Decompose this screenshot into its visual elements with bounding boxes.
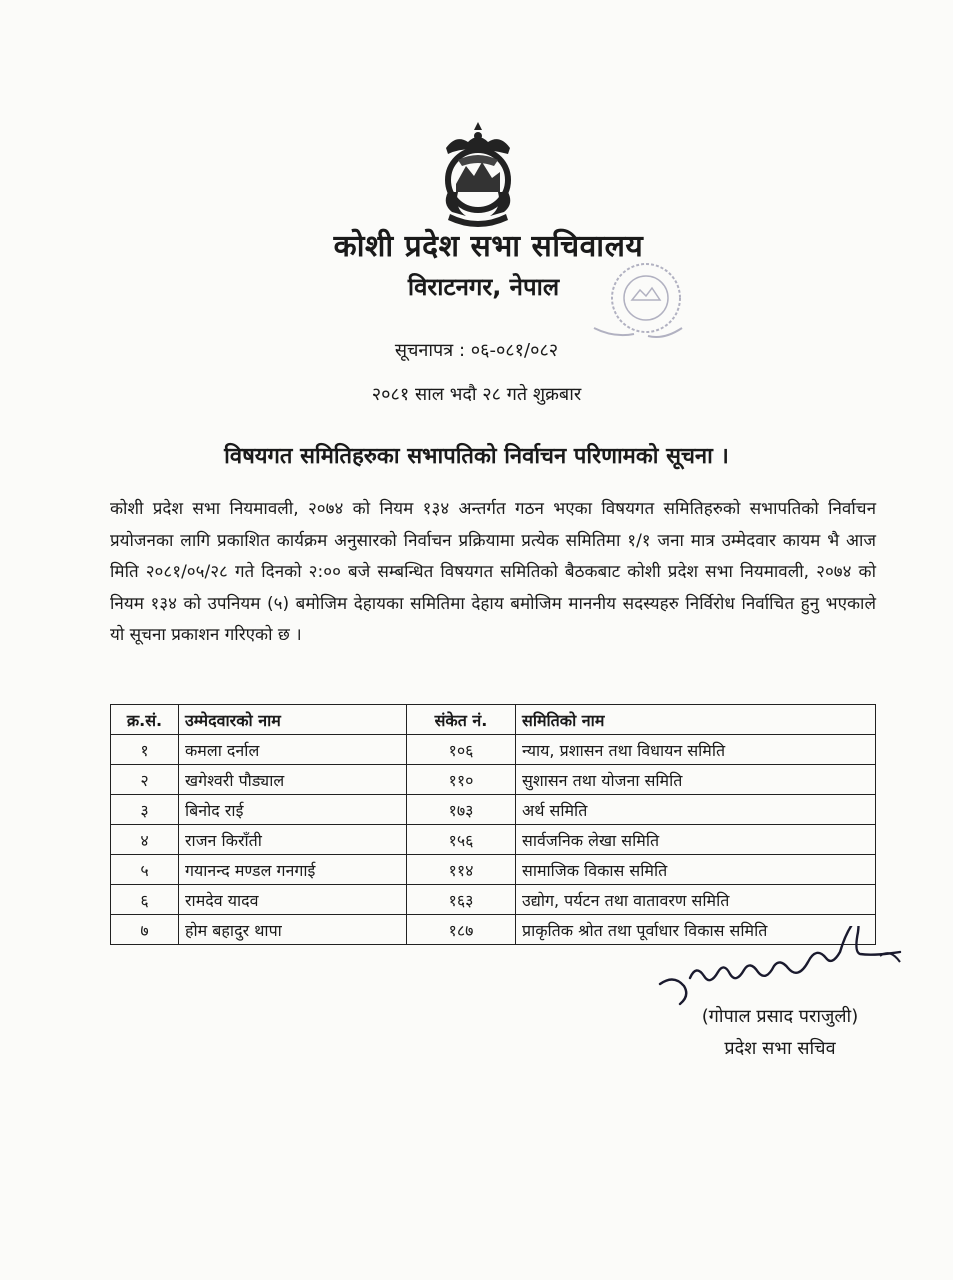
notice-title: विषयगत समितिहरुका सभापतिको निर्वाचन परिणामको सूचना ।	[224, 444, 729, 469]
cell-name: राजन किराँती	[179, 825, 407, 855]
cell-sn: ६	[111, 885, 179, 915]
cell-sn: ४	[111, 825, 179, 855]
cell-name: रामदेव यादव	[179, 885, 407, 915]
cell-committee: सामाजिक विकास समिति	[516, 855, 876, 885]
cell-name: कमला दर्नाल	[179, 735, 407, 765]
cell-committee: प्राकृतिक श्रोत तथा पूर्वाधार विकास समिति	[516, 915, 876, 945]
committee-table	[110, 704, 876, 945]
cell-sn: १	[111, 735, 179, 765]
cell-committee: अर्थ समिति	[516, 795, 876, 825]
cell-sn: २	[111, 765, 179, 795]
cell-code: १७३	[407, 795, 516, 825]
cell-code: १८७	[407, 915, 516, 945]
signatory-name: (गोपाल प्रसाद पराजुली)	[701, 1006, 859, 1027]
cell-committee: न्याय, प्रशासन तथा विधायन समिति	[516, 735, 876, 765]
cell-name: खगेश्वरी पौड्याल	[179, 765, 407, 795]
cell-code: १५६	[407, 825, 516, 855]
table-row	[111, 735, 876, 765]
cell-code: १०६	[407, 735, 516, 765]
table-row	[111, 825, 876, 855]
cell-name: गयानन्द मण्डल गनगाई	[179, 855, 407, 885]
handwritten-signature	[650, 926, 940, 1006]
cell-code: १६३	[407, 885, 516, 915]
cell-committee: उद्योग, पर्यटन तथा वातावरण समिति	[516, 885, 876, 915]
cell-name: बिनोद राई	[179, 795, 407, 825]
table-header-row	[111, 705, 876, 735]
cell-code: ११४	[407, 855, 516, 885]
col-header-committee: समितिको नाम	[516, 705, 876, 735]
notice-number: सूचनापत्र : ०६-०८१/०८२	[394, 340, 559, 361]
nepal-emblem-icon	[428, 118, 528, 228]
table-row	[111, 765, 876, 795]
cell-name: होम बहादुर थापा	[179, 915, 407, 945]
signatory-title: प्रदेश सभा सचिव	[724, 1038, 836, 1059]
cell-committee: सार्वजनिक लेखा समिति	[516, 825, 876, 855]
table-row	[111, 855, 876, 885]
notice-body: कोशी प्रदेश सभा नियमावली, २०७४ को नियम १३४ अन्तर्गत गठन भएका विषयगत समितिहरुको सभापतिको निर्वाचन प्रयोजनका लागि प्रकाशित कार्यक्रम अनुसारको निर्वाचन प्रक्रियामा प्रत्येक समितिमा १/१ जना मात्र उम्मेदवार कायम भै आज मिति २०८१/०५/२८ गते दिनको २:०० बजे सम्बन्धित विषयगत समितिको बैठकबाट कोशी प्रदेश सभा नियमावली, २०७४ को नियम १३४ को उपनियम (५) बमोजिम देहायका समितिमा देहाय बमोजिम माननीय सदस्यहरु निर्विरोध निर्वाचित हुनु भएकाले यो सूचना प्रकाशन गरिएको छ ।	[110, 499, 876, 645]
table-row	[111, 885, 876, 915]
cell-sn: ७	[111, 915, 179, 945]
cell-sn: ५	[111, 855, 179, 885]
cell-committee: सुशासन तथा योजना समिति	[516, 765, 876, 795]
col-header-sn: क्र.सं.	[111, 705, 179, 735]
org-address: विराटनगर, नेपाल	[407, 273, 560, 301]
col-header-name: उम्मेदवारको नाम	[179, 705, 407, 735]
org-name: कोशी प्रदेश सभा सचिवालय	[333, 229, 644, 264]
cell-code: ११०	[407, 765, 516, 795]
cell-sn: ३	[111, 795, 179, 825]
col-header-code: संकेत नं.	[407, 705, 516, 735]
table-row	[111, 795, 876, 825]
notice-date: २०८१ साल भदौ २८ गते शुक्रबार	[371, 384, 582, 405]
